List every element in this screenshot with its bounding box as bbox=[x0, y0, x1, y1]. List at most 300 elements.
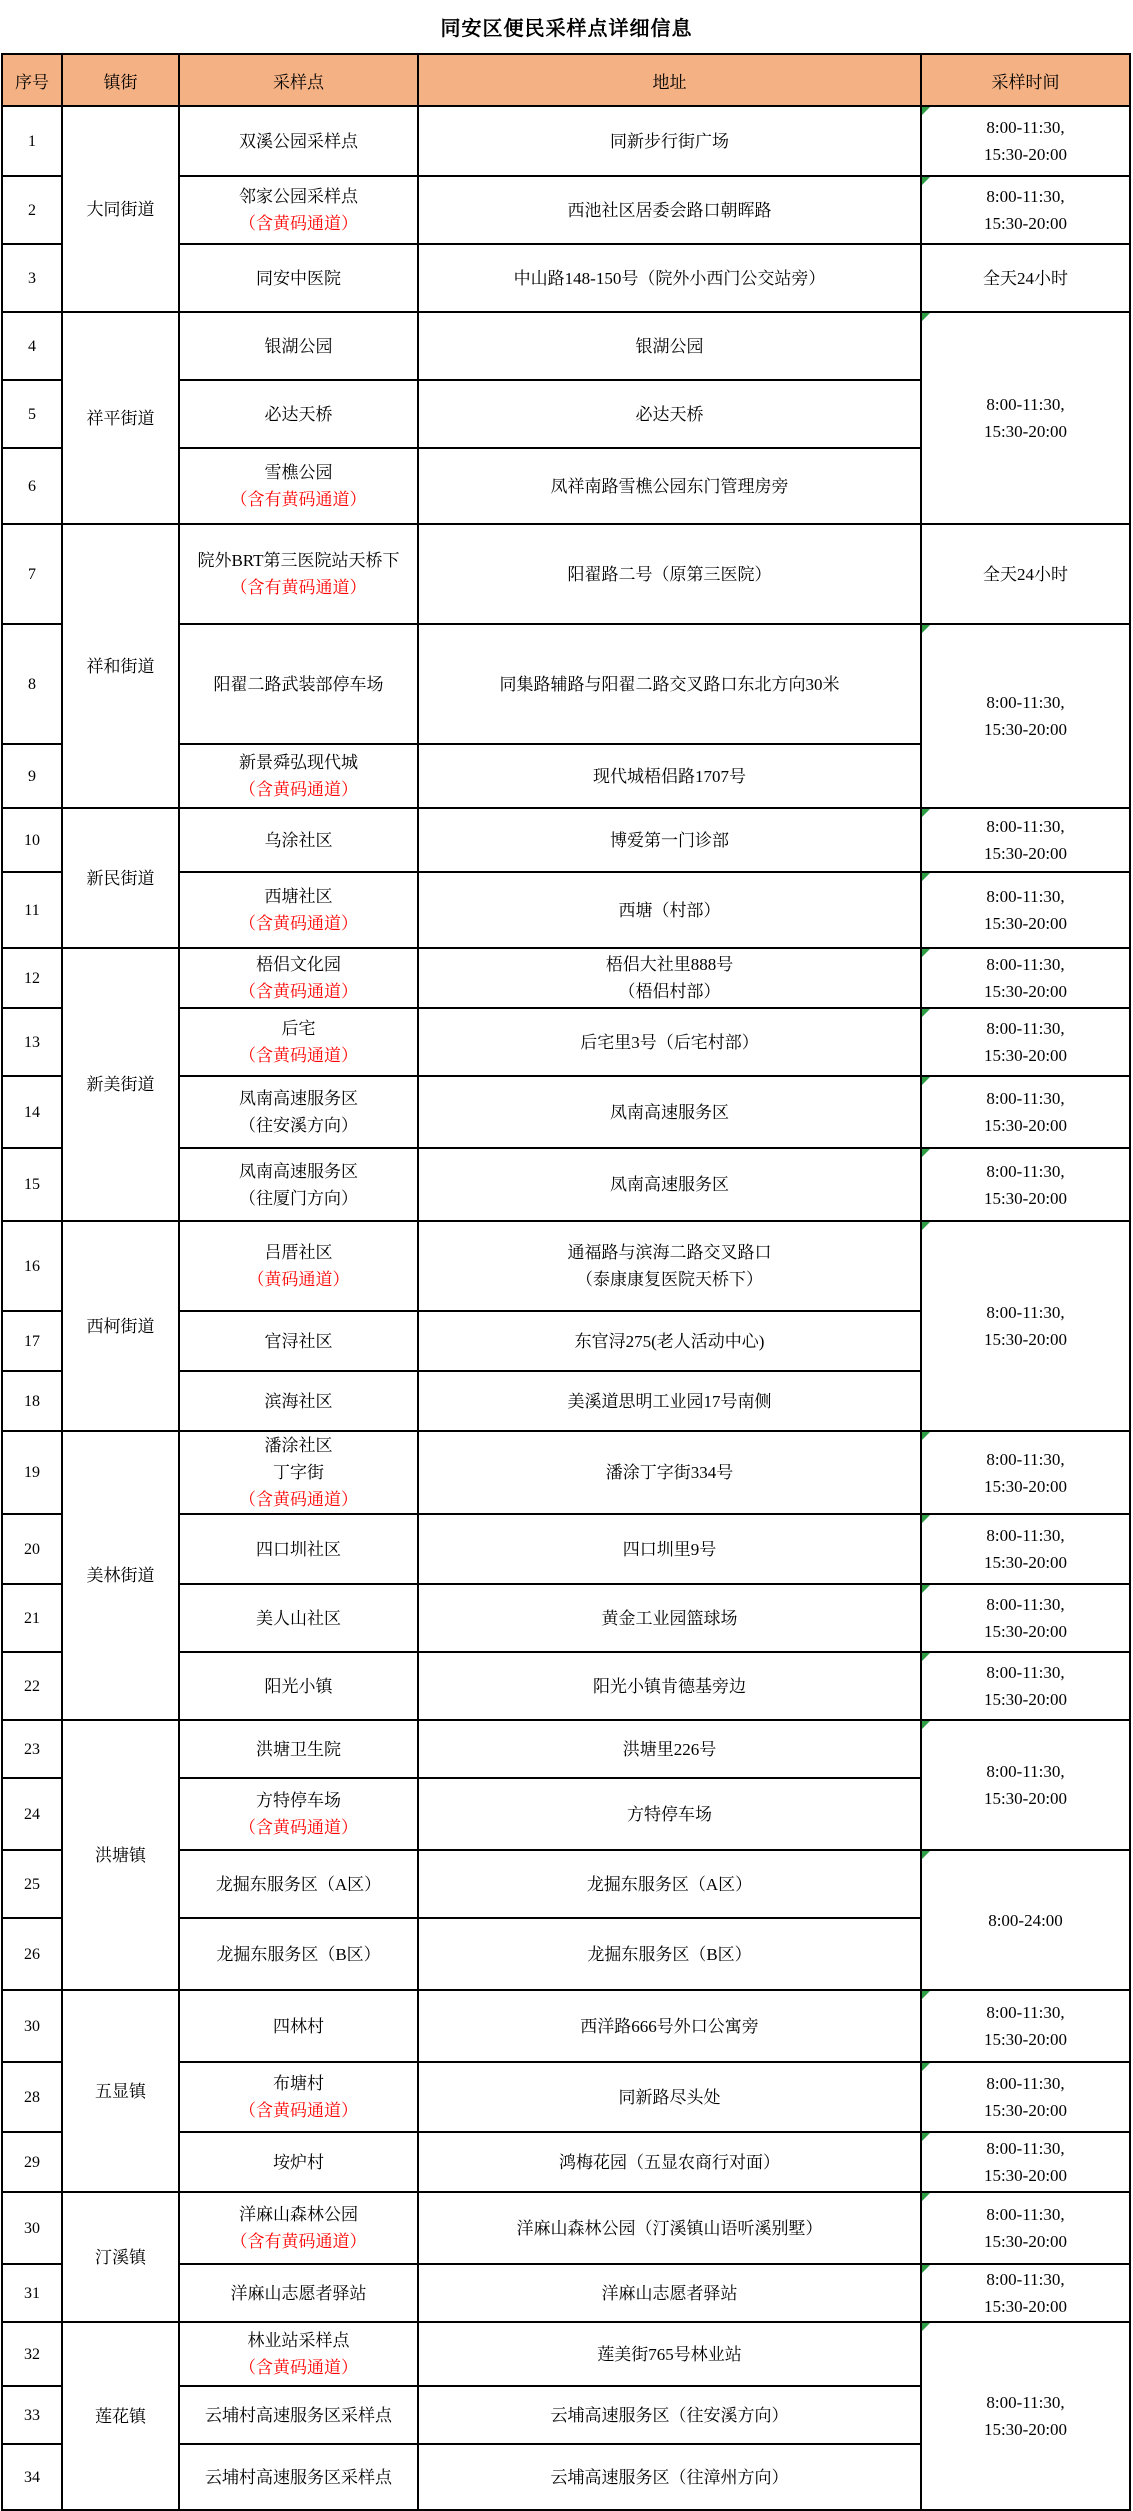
excel-flag-icon bbox=[922, 949, 930, 957]
site-line: 云埔村高速服务区采样点 bbox=[205, 2467, 392, 2487]
time-line: 15:30-20:00 bbox=[983, 1690, 1068, 1709]
excel-flag-icon bbox=[922, 809, 930, 817]
site-cell bbox=[179, 524, 418, 624]
header-row bbox=[2, 54, 1130, 106]
time-line: 15:30-20:00 bbox=[983, 2420, 1068, 2439]
serial-cell: 7 bbox=[2, 524, 62, 624]
address-cell bbox=[418, 1076, 921, 1148]
serial-cell: 21 bbox=[2, 1584, 62, 1652]
site-line: 龙掘东服务区（B区） bbox=[216, 1944, 381, 1964]
address-cell bbox=[418, 1514, 921, 1584]
serial-cell: 3 bbox=[2, 244, 62, 312]
address-line: 后宅里3号（后宅村部） bbox=[580, 1032, 759, 1052]
address-line: 凤南高速服务区 bbox=[610, 1175, 729, 1194]
serial-cell: 9 bbox=[2, 744, 62, 808]
time-line: 15:30-20:00 bbox=[983, 1622, 1068, 1641]
serial-cell: 1 bbox=[2, 106, 62, 176]
time-line: 15:30-20:00 bbox=[983, 2030, 1068, 2049]
serial-cell: 20 bbox=[2, 1514, 62, 1584]
site-cell bbox=[179, 2132, 418, 2192]
address-cell bbox=[418, 1850, 921, 1918]
time-cell bbox=[921, 1008, 1130, 1076]
site-cell bbox=[179, 1514, 418, 1584]
serial-cell: 11 bbox=[2, 872, 62, 948]
serial-cell: 23 bbox=[2, 1720, 62, 1778]
address-cell bbox=[418, 1990, 921, 2062]
time-line: 15:30-20:00 bbox=[983, 145, 1068, 164]
address-cell bbox=[418, 1778, 921, 1850]
col-header-site: 采样点 bbox=[179, 54, 418, 106]
site-cell bbox=[179, 2322, 418, 2386]
address-cell bbox=[418, 448, 921, 524]
site-line: 丁字街 bbox=[273, 1463, 324, 1482]
town-cell: 汀溪镇 bbox=[62, 2192, 179, 2322]
address-cell bbox=[418, 524, 921, 624]
address-cell bbox=[418, 2322, 921, 2386]
time-cell bbox=[921, 1720, 1130, 1850]
address-line: （梧侣村部） bbox=[618, 982, 721, 1001]
address-line: 洪塘里226号 bbox=[622, 1739, 717, 1759]
address-cell bbox=[418, 1720, 921, 1778]
time-cell bbox=[921, 948, 1130, 1008]
time-line: 8:00-11:30, bbox=[986, 118, 1065, 137]
town-cell: 新民街道 bbox=[62, 808, 179, 948]
serial-cell: 22 bbox=[2, 1652, 62, 1720]
time-line: 15:30-20:00 bbox=[983, 1476, 1068, 1496]
serial-cell: 8 bbox=[2, 624, 62, 744]
site-cell bbox=[179, 1990, 418, 2062]
address-line: 凤祥南路雪樵公园东门管理房旁 bbox=[550, 476, 789, 496]
address-line: 莲美街765号林业站 bbox=[597, 2344, 742, 2364]
col-header-no: 序号 bbox=[2, 54, 62, 106]
time-cell bbox=[921, 176, 1130, 244]
town-cell: 西柯街道 bbox=[62, 1221, 179, 1431]
address-line: 阳光小镇肯德基旁边 bbox=[593, 1676, 746, 1696]
excel-flag-icon bbox=[922, 2063, 930, 2071]
site-line: 银湖公园 bbox=[264, 336, 333, 356]
excel-flag-icon bbox=[922, 1009, 930, 1017]
site-note-red: （含黄码通道） bbox=[239, 780, 358, 799]
address-cell bbox=[418, 1918, 921, 1990]
address-line: 四口圳里9号 bbox=[622, 1539, 717, 1559]
time-line: 15:30-20:00 bbox=[983, 422, 1068, 441]
town-cell: 祥和街道 bbox=[62, 524, 179, 808]
site-line: 凤南高速服务区 bbox=[239, 1089, 358, 1108]
excel-flag-icon bbox=[922, 177, 930, 185]
site-note-red: （含黄码通道） bbox=[239, 1046, 358, 1065]
site-cell bbox=[179, 1584, 418, 1652]
address-line: 云埔高速服务区（往安溪方向） bbox=[550, 2405, 789, 2425]
site-cell bbox=[179, 2386, 418, 2444]
address-line: （泰康康复医院天桥下） bbox=[576, 1270, 763, 1289]
excel-flag-icon bbox=[922, 1851, 930, 1859]
address-cell bbox=[418, 312, 921, 380]
address-cell bbox=[418, 624, 921, 744]
address-cell bbox=[418, 2264, 921, 2322]
time-cell bbox=[921, 2062, 1130, 2132]
site-line: 阳翟二路武装部停车场 bbox=[213, 674, 384, 694]
serial-cell: 15 bbox=[2, 1148, 62, 1221]
time-cell bbox=[921, 1584, 1130, 1652]
time-line: 8:00-11:30, bbox=[986, 2270, 1065, 2289]
site-line: 四口圳社区 bbox=[256, 1539, 341, 1559]
time-line: 15:30-20:00 bbox=[983, 1046, 1068, 1065]
site-line: 洋麻山志愿者驿站 bbox=[230, 2283, 367, 2303]
time-line: 15:30-20:00 bbox=[983, 1116, 1068, 1135]
time-line: 8:00-11:30, bbox=[986, 2074, 1065, 2093]
time-cell bbox=[921, 1221, 1130, 1431]
site-line: 滨海社区 bbox=[264, 1391, 333, 1411]
time-line: 15:30-20:00 bbox=[983, 2166, 1068, 2185]
serial-cell: 16 bbox=[2, 1221, 62, 1311]
town-cell: 五显镇 bbox=[62, 1990, 179, 2192]
time-cell bbox=[921, 1514, 1130, 1584]
site-cell bbox=[179, 1311, 418, 1371]
site-line: 乌涂社区 bbox=[264, 830, 333, 850]
excel-flag-icon bbox=[922, 1432, 930, 1440]
time-line: 15:30-20:00 bbox=[983, 914, 1068, 933]
site-cell bbox=[179, 244, 418, 312]
serial-cell: 24 bbox=[2, 1778, 62, 1850]
address-cell bbox=[418, 2444, 921, 2510]
site-note-red: （含黄码通道） bbox=[239, 2358, 358, 2377]
address-line: 龙掘东服务区（B区） bbox=[587, 1944, 752, 1964]
table-body bbox=[2, 106, 1130, 2510]
site-note-red: （黄码通道） bbox=[247, 1270, 350, 1289]
time-line: 15:30-20:00 bbox=[983, 720, 1068, 739]
time-line: 8:00-11:30, bbox=[986, 817, 1065, 836]
address-line: 同集路辅路与阳翟二路交叉路口东北方向30米 bbox=[499, 674, 840, 694]
address-cell bbox=[418, 380, 921, 448]
town-cell: 大同街道 bbox=[62, 106, 179, 312]
time-line: 15:30-20:00 bbox=[983, 1553, 1068, 1572]
serial-cell: 10 bbox=[2, 808, 62, 872]
address-cell bbox=[418, 1221, 921, 1311]
address-line: 梧侣大社里888号 bbox=[605, 955, 734, 974]
site-cell bbox=[179, 2444, 418, 2510]
time-line: 15:30-20:00 bbox=[983, 1789, 1068, 1808]
excel-flag-icon bbox=[922, 2193, 930, 2201]
time-line: 8:00-11:30, bbox=[986, 2139, 1065, 2158]
address-cell bbox=[418, 872, 921, 948]
excel-flag-icon bbox=[922, 2265, 930, 2273]
table-row bbox=[2, 106, 1130, 176]
excel-flag-icon bbox=[922, 1991, 930, 1999]
time-cell bbox=[921, 2132, 1130, 2192]
site-line: （往安溪方向） bbox=[239, 1116, 358, 1135]
serial-cell: 18 bbox=[2, 1371, 62, 1431]
site-cell bbox=[179, 2062, 418, 2132]
time-line: 15:30-20:00 bbox=[983, 1330, 1068, 1349]
serial-cell: 17 bbox=[2, 1311, 62, 1371]
table-row bbox=[2, 2192, 1130, 2264]
time-line: 8:00-11:30, bbox=[986, 1449, 1065, 1469]
time-cell bbox=[921, 1652, 1130, 1720]
site-note-red: （含黄码通道） bbox=[239, 1490, 358, 1509]
site-line: 邻家公园采样点 bbox=[239, 187, 358, 206]
time-cell bbox=[921, 1990, 1130, 2062]
excel-flag-icon bbox=[922, 313, 930, 321]
serial-cell: 34 bbox=[2, 2444, 62, 2510]
excel-flag-icon bbox=[922, 1077, 930, 1085]
site-line: 梧侣文化园 bbox=[256, 955, 341, 974]
time-line: 15:30-20:00 bbox=[983, 214, 1068, 233]
site-line: 双溪公园采样点 bbox=[239, 131, 358, 151]
site-cell bbox=[179, 1221, 418, 1311]
serial-cell: 2 bbox=[2, 176, 62, 244]
serial-cell: 25 bbox=[2, 1850, 62, 1918]
table-row bbox=[2, 524, 1130, 624]
site-cell bbox=[179, 1008, 418, 1076]
time-cell bbox=[921, 1148, 1130, 1221]
serial-cell: 26 bbox=[2, 1918, 62, 1990]
address-cell bbox=[418, 176, 921, 244]
excel-flag-icon bbox=[922, 1149, 930, 1157]
time-line: 8:00-11:30, bbox=[986, 2003, 1065, 2022]
address-line: 鸿梅花园（五显农商行对面） bbox=[559, 2152, 780, 2172]
site-cell bbox=[179, 312, 418, 380]
address-line: 西池社区居委会路口朝晖路 bbox=[567, 200, 772, 220]
site-note-red: （含有黄码通道） bbox=[230, 578, 367, 597]
time-cell bbox=[921, 2264, 1130, 2322]
address-cell bbox=[418, 2386, 921, 2444]
serial-cell: 32 bbox=[2, 2322, 62, 2386]
time-cell bbox=[921, 1076, 1130, 1148]
excel-flag-icon bbox=[922, 1653, 930, 1661]
time-cell bbox=[921, 2322, 1130, 2510]
site-cell bbox=[179, 1778, 418, 1850]
address-line: 同新步行街广场 bbox=[610, 131, 729, 151]
site-cell bbox=[179, 2192, 418, 2264]
site-line: （往厦门方向） bbox=[239, 1188, 358, 1208]
site-cell bbox=[179, 1431, 418, 1514]
table-row bbox=[2, 2322, 1130, 2386]
time-line: 8:00-11:30, bbox=[986, 1089, 1065, 1108]
site-line: 阳光小镇 bbox=[264, 1676, 333, 1696]
table-row bbox=[2, 948, 1130, 1008]
table-row bbox=[2, 808, 1130, 872]
address-line: 银湖公园 bbox=[635, 336, 704, 356]
site-cell bbox=[179, 1918, 418, 1990]
serial-cell: 6 bbox=[2, 448, 62, 524]
excel-flag-icon bbox=[922, 1585, 930, 1593]
time-line: 8:00-11:30, bbox=[986, 2393, 1065, 2412]
site-cell bbox=[179, 624, 418, 744]
excel-flag-icon bbox=[922, 625, 930, 633]
address-line: 西塘（村部） bbox=[618, 900, 721, 920]
site-line: 同安中医院 bbox=[256, 268, 341, 288]
time-line: 8:00-11:30, bbox=[986, 887, 1065, 906]
time-line: 15:30-20:00 bbox=[983, 844, 1068, 863]
address-cell bbox=[418, 808, 921, 872]
col-header-time: 采样时间 bbox=[921, 54, 1130, 106]
serial-cell: 33 bbox=[2, 2386, 62, 2444]
town-cell: 洪塘镇 bbox=[62, 1720, 179, 1990]
serial-cell: 4 bbox=[2, 312, 62, 380]
time-cell bbox=[921, 624, 1130, 808]
address-cell bbox=[418, 1148, 921, 1221]
site-note-red: （含黄码通道） bbox=[239, 214, 358, 233]
town-cell: 祥平街道 bbox=[62, 312, 179, 524]
time-cell bbox=[921, 106, 1130, 176]
col-header-address: 地址 bbox=[418, 54, 921, 106]
site-line: 垵炉村 bbox=[273, 2152, 324, 2172]
site-cell bbox=[179, 744, 418, 808]
site-cell bbox=[179, 1850, 418, 1918]
serial-cell: 31 bbox=[2, 2264, 62, 2322]
address-line: 美溪道思明工业园17号南侧 bbox=[567, 1391, 772, 1411]
time-cell bbox=[921, 808, 1130, 872]
site-cell bbox=[179, 808, 418, 872]
site-note-red: （含有黄码通道） bbox=[230, 2232, 367, 2251]
address-line: 阳翟路二号（原第三医院） bbox=[567, 564, 772, 584]
address-line: 西洋路666号外口公寓旁 bbox=[580, 2016, 759, 2036]
col-header-town: 镇街 bbox=[62, 54, 179, 106]
table-row bbox=[2, 1431, 1130, 1514]
address-cell bbox=[418, 1431, 921, 1514]
site-line: 林业站采样点 bbox=[247, 2331, 350, 2350]
site-cell bbox=[179, 448, 418, 524]
serial-cell: 13 bbox=[2, 1008, 62, 1076]
time-cell bbox=[921, 1850, 1130, 1990]
excel-flag-icon bbox=[922, 1222, 930, 1230]
address-cell bbox=[418, 2062, 921, 2132]
excel-flag-icon bbox=[922, 107, 930, 115]
site-line: 四林村 bbox=[273, 2016, 324, 2036]
site-line: 布塘村 bbox=[273, 2074, 324, 2093]
time-line: 8:00-11:30, bbox=[986, 395, 1065, 414]
time-cell bbox=[921, 244, 1130, 312]
serial-cell: 29 bbox=[2, 2132, 62, 2192]
time-line: 8:00-11:30, bbox=[986, 1762, 1065, 1781]
page-title: 同安区便民采样点详细信息 bbox=[440, 18, 693, 40]
address-cell bbox=[418, 948, 921, 1008]
address-line: 必达天桥 bbox=[635, 404, 704, 424]
address-cell bbox=[418, 1371, 921, 1431]
address-line: 云埔高速服务区（往漳州方向） bbox=[550, 2467, 789, 2487]
excel-flag-icon bbox=[922, 2323, 930, 2331]
sampling-table bbox=[1, 53, 1131, 2511]
site-cell bbox=[179, 106, 418, 176]
time-cell bbox=[921, 524, 1130, 624]
serial-cell: 30 bbox=[2, 2192, 62, 2264]
time-line: 15:30-20:00 bbox=[983, 2297, 1068, 2316]
site-line: 院外BRT第三医院站天桥下 bbox=[197, 551, 400, 570]
site-line: 美人山社区 bbox=[256, 1608, 341, 1628]
time-line: 15:30-20:00 bbox=[983, 1188, 1068, 1208]
site-line: 西塘社区 bbox=[264, 887, 333, 906]
serial-cell: 5 bbox=[2, 380, 62, 448]
site-cell bbox=[179, 872, 418, 948]
address-line: 洋麻山志愿者驿站 bbox=[601, 2283, 738, 2303]
address-cell bbox=[418, 1584, 921, 1652]
address-cell bbox=[418, 2132, 921, 2192]
time-line: 8:00-11:30, bbox=[986, 187, 1065, 206]
time-line: 8:00-11:30, bbox=[986, 1019, 1065, 1038]
site-line: 潘涂社区 bbox=[264, 1436, 333, 1455]
address-cell bbox=[418, 2192, 921, 2264]
site-line: 雪樵公园 bbox=[264, 463, 333, 482]
site-line: 凤南高速服务区 bbox=[239, 1161, 358, 1181]
time-line: 全天24小时 bbox=[983, 564, 1068, 584]
address-line: 方特停车场 bbox=[627, 1804, 712, 1824]
time-line: 15:30-20:00 bbox=[983, 982, 1068, 1001]
time-line: 8:00-11:30, bbox=[986, 1526, 1065, 1545]
time-cell bbox=[921, 312, 1130, 524]
address-line: 龙掘东服务区（A区） bbox=[586, 1874, 753, 1894]
site-line: 龙掘东服务区（A区） bbox=[215, 1874, 382, 1894]
table-row bbox=[2, 1990, 1130, 2062]
site-cell bbox=[179, 380, 418, 448]
time-line: 15:30-20:00 bbox=[983, 2101, 1068, 2120]
table-row bbox=[2, 1720, 1130, 1778]
site-line: 官浔社区 bbox=[264, 1331, 333, 1351]
site-line: 洪塘卫生院 bbox=[256, 1739, 341, 1759]
site-cell bbox=[179, 1371, 418, 1431]
serial-cell: 12 bbox=[2, 948, 62, 1008]
site-line: 吕厝社区 bbox=[264, 1243, 333, 1262]
site-cell bbox=[179, 176, 418, 244]
address-line: 洋麻山森林公园（汀溪镇山语听溪别墅） bbox=[516, 2218, 823, 2238]
time-cell bbox=[921, 872, 1130, 948]
serial-cell: 19 bbox=[2, 1431, 62, 1514]
table-row bbox=[2, 312, 1130, 380]
time-line: 8:00-11:30, bbox=[986, 1663, 1065, 1682]
site-note-red: （含黄码通道） bbox=[239, 982, 358, 1001]
site-note-red: （含黄码通道） bbox=[239, 1818, 358, 1837]
address-line: 凤南高速服务区 bbox=[610, 1102, 729, 1122]
time-line: 全天24小时 bbox=[983, 268, 1068, 288]
address-cell bbox=[418, 744, 921, 808]
excel-flag-icon bbox=[922, 2133, 930, 2141]
site-line: 后宅 bbox=[281, 1019, 316, 1038]
site-line: 洋麻山森林公园 bbox=[239, 2205, 358, 2224]
excel-flag-icon bbox=[922, 1515, 930, 1523]
address-line: 通福路与滨海二路交叉路口 bbox=[567, 1243, 772, 1262]
address-line: 潘涂丁字街334号 bbox=[605, 1463, 734, 1482]
site-cell bbox=[179, 1720, 418, 1778]
time-line: 8:00-24:00 bbox=[988, 1910, 1063, 1930]
town-cell: 新美街道 bbox=[62, 948, 179, 1221]
serial-cell: 14 bbox=[2, 1076, 62, 1148]
time-line: 15:30-20:00 bbox=[983, 2232, 1068, 2251]
address-cell bbox=[418, 1652, 921, 1720]
site-line: 方特停车场 bbox=[256, 1791, 341, 1810]
site-note-red: （含黄码通道） bbox=[239, 2101, 358, 2120]
site-cell bbox=[179, 2264, 418, 2322]
site-cell bbox=[179, 1148, 418, 1221]
excel-flag-icon bbox=[922, 873, 930, 881]
time-cell bbox=[921, 1431, 1130, 1514]
site-cell bbox=[179, 1652, 418, 1720]
excel-flag-icon bbox=[922, 1721, 930, 1729]
table-row bbox=[2, 1221, 1130, 1311]
address-cell bbox=[418, 244, 921, 312]
time-line: 8:00-11:30, bbox=[986, 1161, 1065, 1181]
site-cell bbox=[179, 1076, 418, 1148]
site-note-red: （含黄码通道） bbox=[239, 914, 358, 933]
address-cell bbox=[418, 106, 921, 176]
town-cell: 莲花镇 bbox=[62, 2322, 179, 2510]
time-line: 8:00-11:30, bbox=[986, 2205, 1065, 2224]
site-line: 云埔村高速服务区采样点 bbox=[205, 2405, 392, 2425]
address-cell bbox=[418, 1008, 921, 1076]
address-line: 黄金工业园篮球场 bbox=[601, 1608, 738, 1628]
site-line: 新景舜弘现代城 bbox=[239, 753, 358, 772]
address-line: 东官浔275(老人活动中心) bbox=[574, 1331, 765, 1351]
site-line: 必达天桥 bbox=[264, 404, 333, 424]
address-line: 中山路148-150号（院外小西门公交站旁） bbox=[513, 268, 826, 288]
